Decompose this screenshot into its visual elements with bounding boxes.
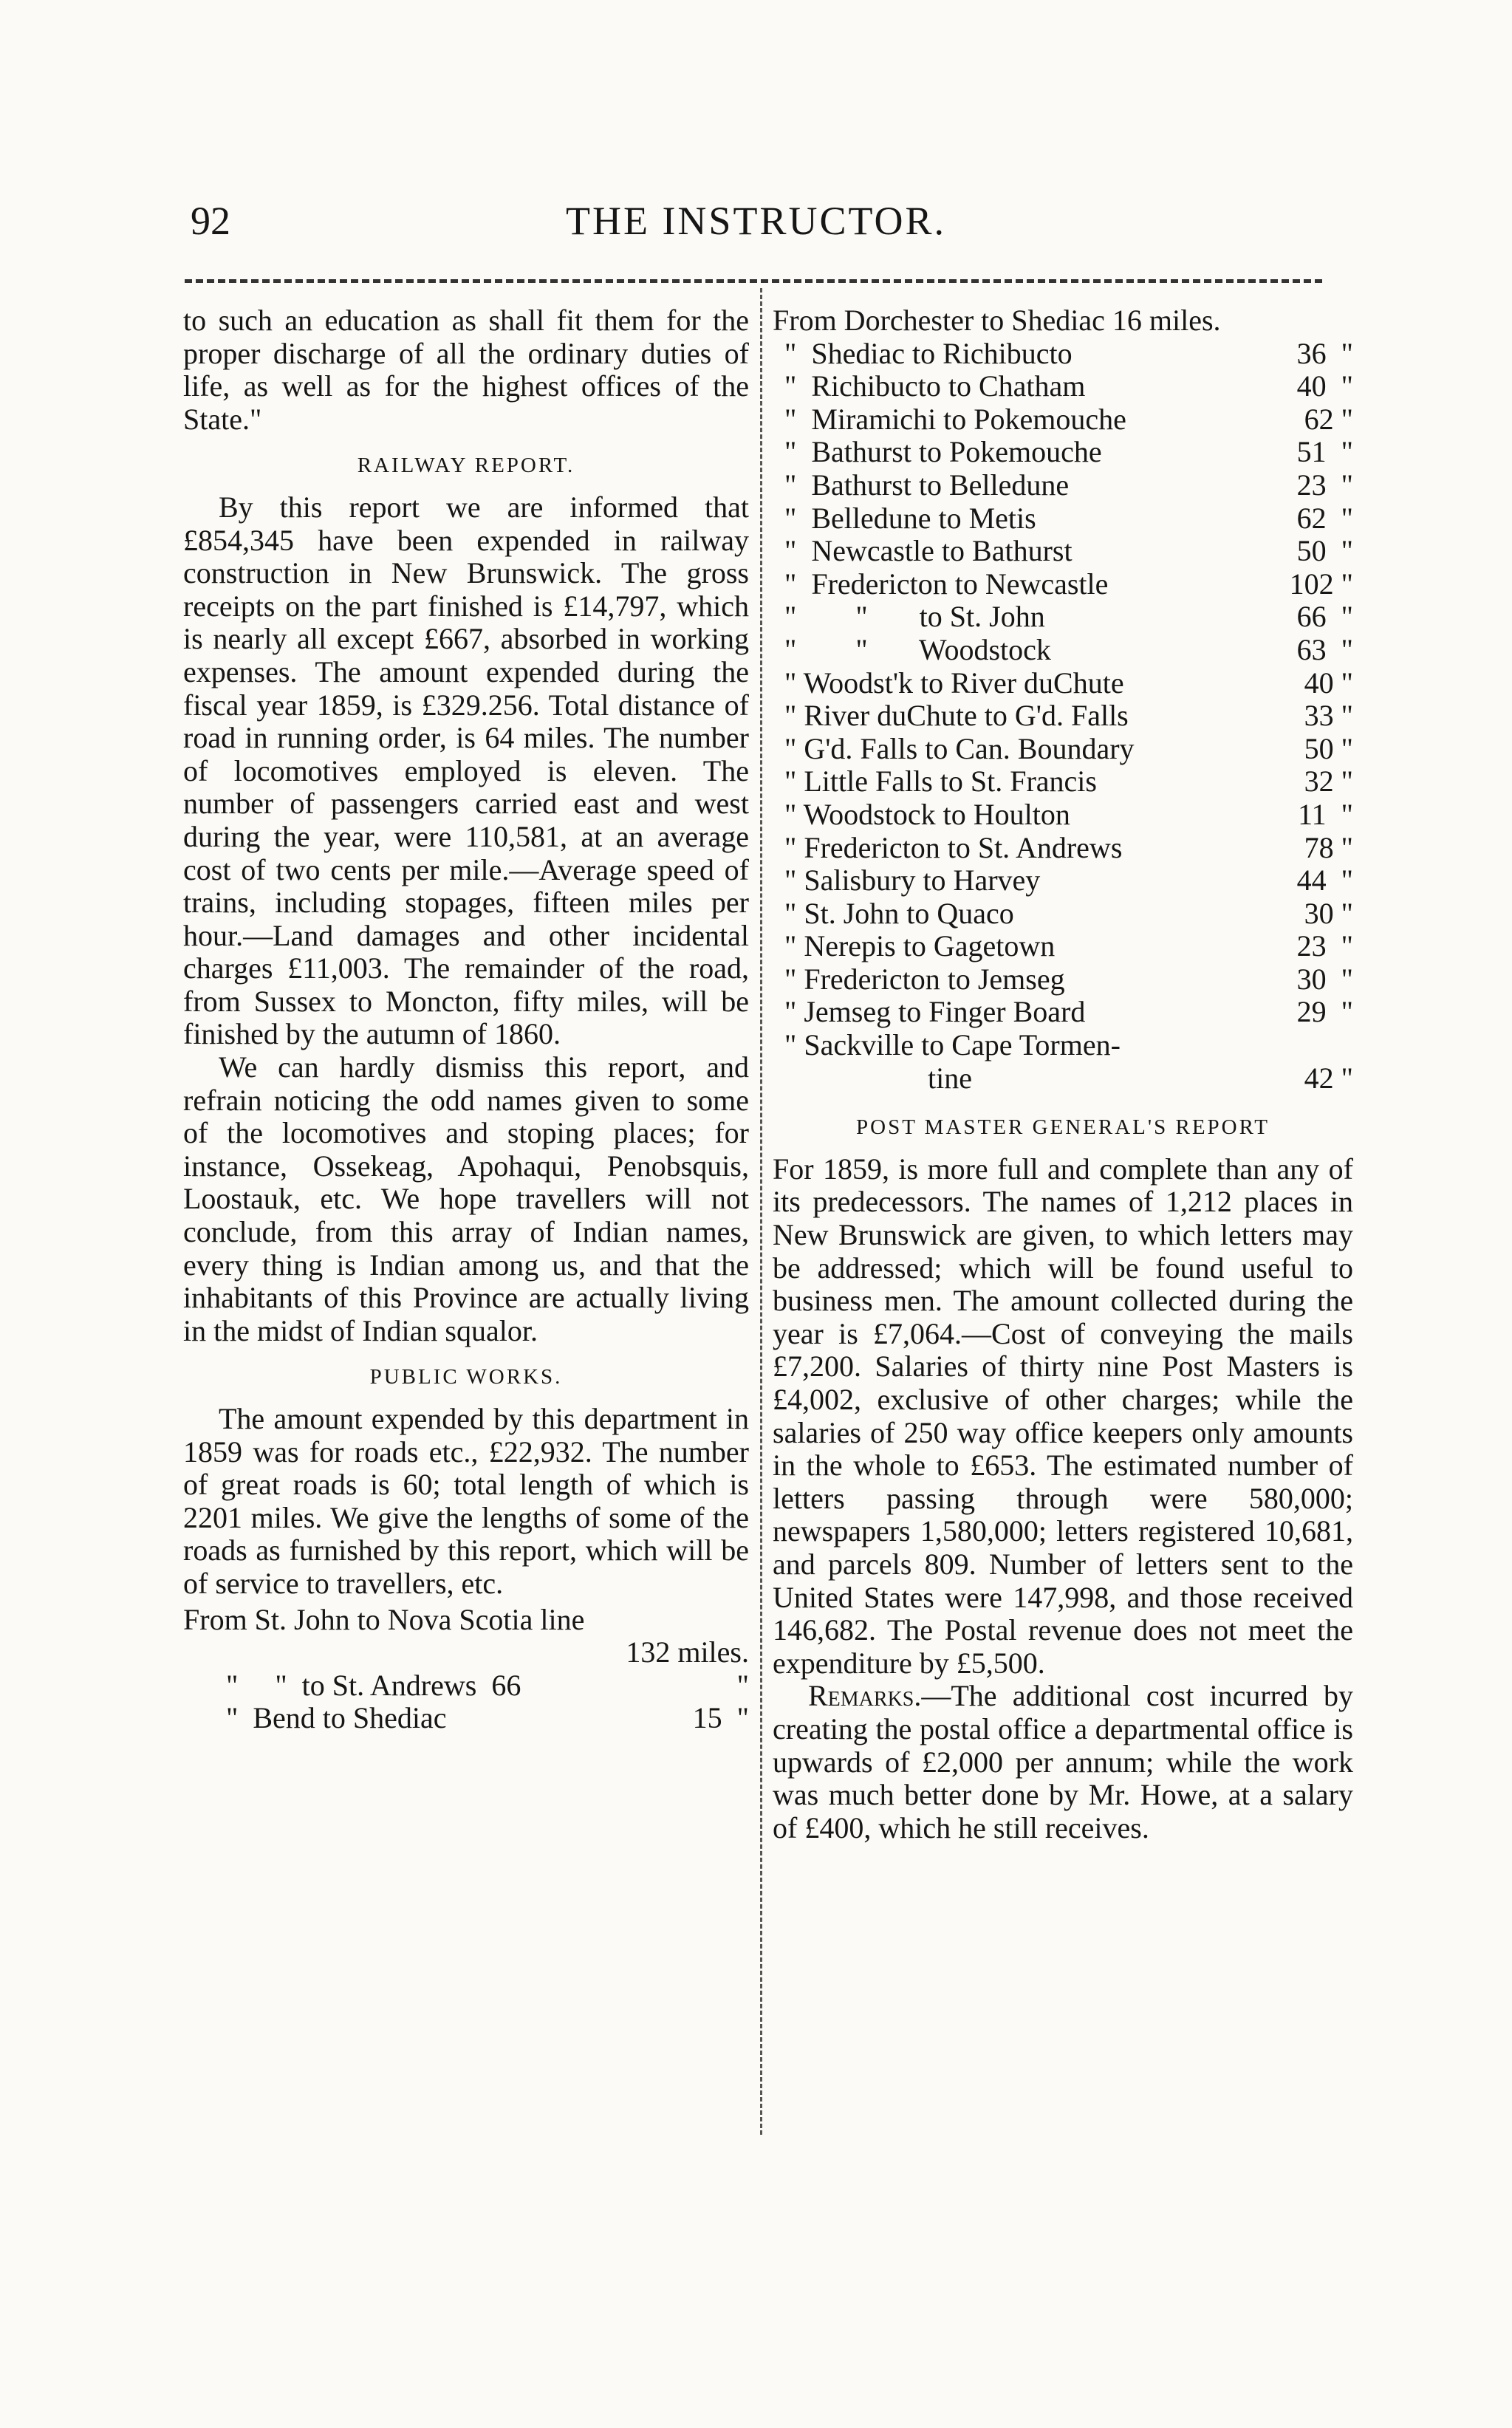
route-from: " Nerepis to Gagetown [784, 929, 1056, 963]
route-from: " Sackville to Cape Tormen- [784, 1028, 1121, 1062]
column-divider [760, 288, 762, 2135]
route-from: " Fredericton to Jemseg [784, 962, 1065, 996]
route-line [773, 502, 1353, 536]
route-line [773, 667, 1353, 700]
header-rule [185, 279, 1322, 283]
route-line [773, 963, 1353, 996]
running-head: THE INSTRUCTOR. [565, 199, 947, 243]
route-distance: 33 " [1304, 699, 1353, 733]
route-line [183, 1604, 749, 1669]
route-line [773, 996, 1353, 1029]
route-line [773, 403, 1353, 437]
route-distance: 42 " [1304, 1061, 1353, 1095]
route-from: " Shediac to Richibucto [784, 336, 1073, 370]
route-distance: 44 " [1296, 864, 1353, 897]
route-from: " Richibucto to Chatham [784, 369, 1086, 403]
route-line [773, 338, 1353, 371]
railway-report-heading: RAILWAY REPORT. [357, 454, 575, 478]
route-line [773, 733, 1353, 766]
route-from: From St. John to Nova Scotia line [183, 1602, 585, 1636]
route-from: " " to St. John [784, 600, 1045, 634]
route-from: From Dorchester to Shediac 16 miles. [773, 304, 1221, 337]
route-from: " St. John to Quaco [784, 896, 1014, 930]
route-distance: 23 " [1296, 468, 1353, 502]
route-line [773, 469, 1353, 502]
route-distance: " [736, 1668, 749, 1702]
route-distance: 78 " [1304, 830, 1353, 864]
route-from: " River duChute to G'd. Falls [784, 699, 1129, 733]
route-line [773, 798, 1353, 832]
postmaster-report-heading: POST MASTER GENERAL'S REPORT [856, 1115, 1270, 1140]
route-from: " Woodstock to Houlton [784, 797, 1070, 831]
route-line [773, 436, 1353, 469]
route-from: " Woodst'k to River duChute [784, 666, 1124, 700]
route-distance: 11 " [1298, 797, 1353, 831]
route-line [183, 1702, 749, 1735]
route-line [773, 700, 1353, 733]
route-distance: 62 " [1304, 402, 1353, 436]
page-number: 92 [191, 199, 230, 243]
route-line [773, 832, 1353, 865]
route-list [773, 304, 1353, 1062]
route-from: " Fredericton to Newcastle [784, 567, 1109, 601]
public-works-heading: PUBLIC WORKS. [369, 1365, 563, 1389]
route-distance: 23 " [1296, 929, 1353, 963]
route-from: " Miramichi to Pokemouche [784, 402, 1126, 436]
route-distance: 40 " [1304, 666, 1353, 700]
route-from: " " Woodstock [784, 632, 1051, 666]
route-line [773, 601, 1353, 634]
route-line [773, 1062, 1353, 1095]
route-distance: 36 " [1296, 336, 1353, 370]
route-line [773, 568, 1353, 601]
route-line [773, 634, 1353, 667]
route-from: " Jemseg to Finger Board [784, 995, 1086, 1029]
route-line [773, 897, 1353, 931]
route-distance: 50 " [1296, 534, 1353, 568]
route-distance: 29 " [1296, 995, 1353, 1029]
route-line [773, 930, 1353, 963]
route-from: " Bend to Shediac [226, 1701, 447, 1735]
route-from: " Little Falls to St. Francis [784, 765, 1097, 798]
railway-paragraph-2: We can hardly dismiss this report, and refrain noticing the odd names given to some of the locomotives and stoping places; for instance, Ossekeag, Apohaqui, Penobsquis, Loostauk, etc. We hope travellers will not conclude, from this array of Indian names, every thing is Indian among us, and that the inhabitants of this Province are actually living in the midst of Indian squalor. [183, 1050, 749, 1347]
route-line [183, 1669, 749, 1703]
route-distance [1266, 1029, 1353, 1062]
route-from: " Belledune to Metis [784, 501, 1036, 535]
remarks-label: Remarks. [808, 1679, 922, 1713]
route-from: " Bathurst to Pokemouche [784, 435, 1102, 469]
route-line [773, 1029, 1353, 1062]
route-distance: 51 " [1296, 435, 1353, 469]
route-distance [1266, 304, 1353, 338]
route-from: " G'd. Falls to Can. Boundary [784, 731, 1135, 765]
route-from: " Fredericton to St. Andrews [784, 830, 1123, 864]
remarks-text: —The additional cost incurred by creating the postal office a departmental office is upwards of £2,000 per annum; while the work was much better done by Mr. Howe, at a salary of £400, which he still receives. [773, 1679, 1353, 1844]
route-line [773, 765, 1353, 798]
route-from: " Salisbury to Harvey [784, 864, 1041, 897]
route-line [773, 864, 1353, 897]
route-distance: 63 " [1296, 632, 1353, 666]
left-column [183, 304, 749, 1735]
route-from: tine [928, 1061, 972, 1095]
route-distance: 15 " [692, 1701, 749, 1735]
route-line [773, 304, 1353, 338]
route-from: " " to St. Andrews 66 [226, 1668, 521, 1702]
public-works-paragraph: The amount expended by this department in 1859 was for roads etc., £22,932. The number of great roads is 60; total length of which is 2201 miles. We give the lengths of some of the roads as furnished by this report, which will be of service to travellers, etc. [183, 1402, 749, 1600]
route-from: " Newcastle to Bathurst [784, 534, 1073, 568]
railway-paragraph-1: By this report we are informed that £854,345 have been expended in railway construction in New Brunswick. The gross receipts on the part finished is £14,797, which is nearly all except £667, absorbed in working expenses. The amount expended during the fiscal year 1859, is £329.256. Total distance of road in running order, is 64 miles. The number of locomotives employed is eleven. The number of passengers carried east and west during the year, were 110,581, at an average cost of two cents per mile.—Average speed of trains, including stopages, fifteen miles per hour.—Land damages and other incidental charges £11,003. The remainder of the road, from Sussex to Moncton, fifty miles, will be finished by the autumn of 1860. [183, 490, 749, 1051]
postmaster-paragraph: For 1859, is more full and complete than any of its predecessors. The names of 1,212 places in New Brunswick are given, to which letters may be addressed; which will be found useful to business men. The amount collected during the year is £7,064.—Cost of conveying the mails £7,200. Salaries of thirty nine Post Masters is £4,002, exclusive of other charges; while the salaries of 250 way office keepers only amounts in the whole to £653. The estimated number of letters passing through were 580,000; newspapers 1,580,000; letters registered 10,681, and parcels 809. Number of letters sent to the United States were 147,998, and those received 146,682. The Postal revenue does not meet the expenditure by £5,500. [773, 1152, 1353, 1680]
route-distance: 32 " [1304, 765, 1353, 798]
route-distance: 30 " [1304, 896, 1353, 930]
route-distance: 102 " [1289, 567, 1353, 601]
right-column [773, 304, 1353, 1844]
route-distance: 30 " [1296, 962, 1353, 996]
remarks-paragraph [773, 1680, 1353, 1844]
route-from: " Bathurst to Belledune [784, 468, 1070, 502]
route-line [773, 535, 1353, 568]
route-distance: 40 " [1296, 369, 1353, 403]
route-distance: 66 " [1296, 600, 1353, 634]
route-distance: 62 " [1296, 501, 1353, 535]
route-distance: 50 " [1304, 731, 1353, 765]
route-line [773, 370, 1353, 403]
intro-paragraph: to such an education as shall fit them for the proper discharge of all the ordinary duties of life, as well as for the highest offices of the State." [183, 304, 749, 436]
route-distance: 132 miles. [626, 1635, 749, 1669]
